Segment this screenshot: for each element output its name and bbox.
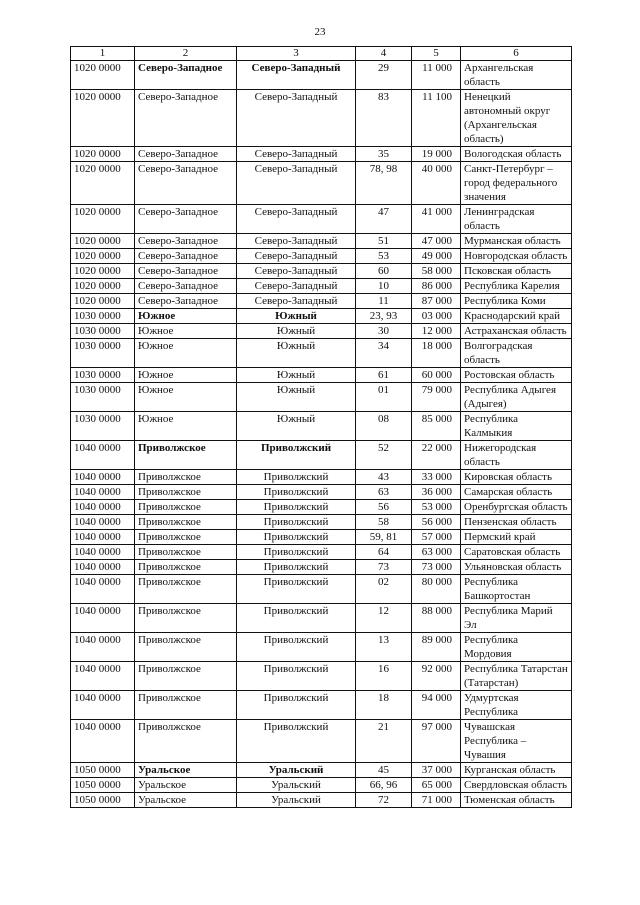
cell-okato-code: 86 000 [412, 279, 461, 294]
cell-region-number: 21 [356, 720, 412, 763]
cell-code: 1040 0000 [71, 545, 135, 560]
cell-region-name: Республика Татарстан (Татарстан) [461, 662, 572, 691]
cell-region-name: Республика Калмыкия [461, 412, 572, 441]
cell-code: 1020 0000 [71, 279, 135, 294]
cell-district-adjective: Северо-Западный [237, 264, 356, 279]
cell-region-number: 59, 81 [356, 530, 412, 545]
cell-okato-code: 40 000 [412, 162, 461, 205]
cell-region-number: 30 [356, 324, 412, 339]
cell-region-number: 18 [356, 691, 412, 720]
cell-code: 1020 0000 [71, 90, 135, 147]
cell-okato-code: 88 000 [412, 604, 461, 633]
table-row [71, 412, 572, 441]
cell-okato-code: 53 000 [412, 500, 461, 515]
cell-region-name: Кировская область [461, 470, 572, 485]
cell-code: 1050 0000 [71, 793, 135, 808]
column-header-4: 4 [356, 47, 412, 61]
cell-region-number: 56 [356, 500, 412, 515]
cell-okato-code: 94 000 [412, 691, 461, 720]
cell-district: Южное [135, 324, 237, 339]
cell-region-number: 63 [356, 485, 412, 500]
column-header-1: 1 [71, 47, 135, 61]
cell-district-adjective: Северо-Западный [237, 162, 356, 205]
cell-district-adjective: Приволжский [237, 575, 356, 604]
cell-region-name: Астраханская область [461, 324, 572, 339]
cell-code: 1020 0000 [71, 61, 135, 90]
cell-district-adjective: Южный [237, 324, 356, 339]
cell-region-name: Ненецкий автономный округ (Архангельская область) [461, 90, 572, 147]
cell-okato-code: 37 000 [412, 763, 461, 778]
cell-district: Приволжское [135, 575, 237, 604]
cell-region-number: 13 [356, 633, 412, 662]
cell-district-adjective: Приволжский [237, 604, 356, 633]
cell-code: 1050 0000 [71, 763, 135, 778]
cell-okato-code: 79 000 [412, 383, 461, 412]
cell-region-number: 64 [356, 545, 412, 560]
region-table-container [70, 46, 572, 808]
cell-region-name: Республика Коми [461, 294, 572, 309]
cell-district: Северо-Западное [135, 264, 237, 279]
cell-district: Приволжское [135, 470, 237, 485]
cell-district: Северо-Западное [135, 234, 237, 249]
region-table [70, 46, 572, 808]
cell-region-name: Мурманская область [461, 234, 572, 249]
cell-district: Северо-Западное [135, 294, 237, 309]
table-row [71, 368, 572, 383]
cell-region-number: 02 [356, 575, 412, 604]
table-row [71, 309, 572, 324]
table-row [71, 515, 572, 530]
cell-okato-code: 19 000 [412, 147, 461, 162]
table-row [71, 264, 572, 279]
cell-district: Приволжское [135, 545, 237, 560]
cell-okato-code: 65 000 [412, 778, 461, 793]
cell-district-adjective: Северо-Западный [237, 61, 356, 90]
cell-okato-code: 56 000 [412, 515, 461, 530]
cell-region-name: Республика Мордовия [461, 633, 572, 662]
cell-district: Северо-Западное [135, 90, 237, 147]
cell-region-number: 73 [356, 560, 412, 575]
cell-district-adjective: Южный [237, 368, 356, 383]
cell-region-name: Чувашская Республика – Чувашия [461, 720, 572, 763]
cell-region-name: Свердловская область [461, 778, 572, 793]
cell-okato-code: 36 000 [412, 485, 461, 500]
cell-okato-code: 73 000 [412, 560, 461, 575]
cell-region-number: 34 [356, 339, 412, 368]
cell-code: 1020 0000 [71, 147, 135, 162]
table-row [71, 720, 572, 763]
cell-okato-code: 63 000 [412, 545, 461, 560]
table-row [71, 793, 572, 808]
cell-district-adjective: Северо-Западный [237, 234, 356, 249]
cell-district-adjective: Приволжский [237, 530, 356, 545]
cell-okato-code: 41 000 [412, 205, 461, 234]
cell-district-adjective: Северо-Западный [237, 294, 356, 309]
cell-region-name: Псковская область [461, 264, 572, 279]
cell-district: Приволжское [135, 720, 237, 763]
cell-region-number: 16 [356, 662, 412, 691]
cell-code: 1040 0000 [71, 515, 135, 530]
cell-region-number: 23, 93 [356, 309, 412, 324]
cell-okato-code: 57 000 [412, 530, 461, 545]
cell-code: 1050 0000 [71, 778, 135, 793]
cell-district-adjective: Северо-Западный [237, 90, 356, 147]
cell-district: Приволжское [135, 500, 237, 515]
cell-region-name: Самарская область [461, 485, 572, 500]
table-row [71, 470, 572, 485]
cell-region-name: Республика Марий Эл [461, 604, 572, 633]
table-row [71, 205, 572, 234]
cell-okato-code: 47 000 [412, 234, 461, 249]
cell-region-number: 72 [356, 793, 412, 808]
table-row [71, 575, 572, 604]
cell-code: 1020 0000 [71, 264, 135, 279]
cell-code: 1020 0000 [71, 249, 135, 264]
cell-okato-code: 92 000 [412, 662, 461, 691]
cell-region-number: 11 [356, 294, 412, 309]
cell-code: 1040 0000 [71, 691, 135, 720]
cell-region-name: Оренбургская область [461, 500, 572, 515]
cell-district-adjective: Уральский [237, 778, 356, 793]
table-row [71, 763, 572, 778]
cell-region-name: Вологодская область [461, 147, 572, 162]
cell-code: 1020 0000 [71, 162, 135, 205]
cell-code: 1040 0000 [71, 530, 135, 545]
cell-okato-code: 33 000 [412, 470, 461, 485]
table-row [71, 633, 572, 662]
cell-region-name: Нижегородская область [461, 441, 572, 470]
cell-district-adjective: Южный [237, 383, 356, 412]
table-row [71, 441, 572, 470]
cell-district: Северо-Западное [135, 279, 237, 294]
table-row [71, 383, 572, 412]
cell-district-adjective: Приволжский [237, 545, 356, 560]
cell-okato-code: 80 000 [412, 575, 461, 604]
cell-district-adjective: Приволжский [237, 662, 356, 691]
cell-code: 1020 0000 [71, 234, 135, 249]
cell-okato-code: 12 000 [412, 324, 461, 339]
cell-region-name: Пензенская область [461, 515, 572, 530]
cell-code: 1030 0000 [71, 309, 135, 324]
table-row [71, 61, 572, 90]
cell-region-name: Архангельская область [461, 61, 572, 90]
cell-district: Приволжское [135, 560, 237, 575]
cell-district: Южное [135, 309, 237, 324]
cell-okato-code: 49 000 [412, 249, 461, 264]
cell-code: 1040 0000 [71, 485, 135, 500]
cell-code: 1040 0000 [71, 470, 135, 485]
cell-district-adjective: Приволжский [237, 633, 356, 662]
cell-okato-code: 18 000 [412, 339, 461, 368]
cell-region-number: 78, 98 [356, 162, 412, 205]
table-row [71, 324, 572, 339]
cell-code: 1020 0000 [71, 205, 135, 234]
cell-district: Южное [135, 368, 237, 383]
table-body [71, 61, 572, 808]
cell-region-number: 29 [356, 61, 412, 90]
page-number: 23 [314, 26, 326, 38]
cell-district: Северо-Западное [135, 162, 237, 205]
cell-region-number: 45 [356, 763, 412, 778]
table-row [71, 500, 572, 515]
table-row [71, 147, 572, 162]
cell-district: Приволжское [135, 485, 237, 500]
cell-code: 1030 0000 [71, 383, 135, 412]
cell-code: 1040 0000 [71, 500, 135, 515]
table-row [71, 530, 572, 545]
table-row [71, 249, 572, 264]
cell-region-name: Ленинградская область [461, 205, 572, 234]
cell-region-name: Республика Башкортостан [461, 575, 572, 604]
cell-district: Приволжское [135, 662, 237, 691]
cell-district-adjective: Южный [237, 412, 356, 441]
cell-region-name: Саратовская область [461, 545, 572, 560]
cell-region-number: 52 [356, 441, 412, 470]
cell-region-number: 35 [356, 147, 412, 162]
table-row [71, 604, 572, 633]
table-row [71, 162, 572, 205]
table-header-row [71, 47, 572, 61]
cell-district: Приволжское [135, 530, 237, 545]
cell-region-number: 61 [356, 368, 412, 383]
cell-code: 1040 0000 [71, 560, 135, 575]
cell-code: 1030 0000 [71, 339, 135, 368]
cell-district: Южное [135, 383, 237, 412]
cell-district-adjective: Приволжский [237, 720, 356, 763]
cell-district: Приволжское [135, 515, 237, 530]
cell-district: Уральское [135, 793, 237, 808]
cell-code: 1040 0000 [71, 662, 135, 691]
table-row [71, 545, 572, 560]
cell-region-number: 10 [356, 279, 412, 294]
cell-region-number: 12 [356, 604, 412, 633]
table-row [71, 90, 572, 147]
cell-okato-code: 85 000 [412, 412, 461, 441]
cell-region-number: 60 [356, 264, 412, 279]
cell-region-name: Ульяновская область [461, 560, 572, 575]
table-row [71, 279, 572, 294]
table-row [71, 294, 572, 309]
cell-okato-code: 58 000 [412, 264, 461, 279]
cell-district-adjective: Приволжский [237, 560, 356, 575]
column-header-3: 3 [237, 47, 356, 61]
cell-region-number: 43 [356, 470, 412, 485]
cell-district-adjective: Уральский [237, 793, 356, 808]
cell-okato-code: 11 100 [412, 90, 461, 147]
cell-code: 1040 0000 [71, 441, 135, 470]
cell-region-number: 53 [356, 249, 412, 264]
cell-district: Приволжское [135, 633, 237, 662]
cell-region-name: Республика Адыгея (Адыгея) [461, 383, 572, 412]
cell-region-name: Пермский край [461, 530, 572, 545]
cell-region-name: Волгоградская область [461, 339, 572, 368]
cell-code: 1030 0000 [71, 412, 135, 441]
cell-region-number: 01 [356, 383, 412, 412]
table-row [71, 778, 572, 793]
cell-district: Приволжское [135, 691, 237, 720]
cell-region-number: 66, 96 [356, 778, 412, 793]
cell-district: Южное [135, 339, 237, 368]
cell-district-adjective: Приволжский [237, 691, 356, 720]
cell-district-adjective: Уральский [237, 763, 356, 778]
cell-district-adjective: Южный [237, 339, 356, 368]
cell-code: 1020 0000 [71, 294, 135, 309]
cell-code: 1040 0000 [71, 720, 135, 763]
cell-region-name: Курганская область [461, 763, 572, 778]
cell-region-name: Республика Карелия [461, 279, 572, 294]
table-row [71, 691, 572, 720]
column-header-6: 6 [461, 47, 572, 61]
cell-code: 1040 0000 [71, 604, 135, 633]
cell-district-adjective: Приволжский [237, 470, 356, 485]
cell-district: Приволжское [135, 441, 237, 470]
cell-district: Северо-Западное [135, 205, 237, 234]
cell-region-name: Санкт-Петербург – город федерального значения [461, 162, 572, 205]
cell-district-adjective: Северо-Западный [237, 205, 356, 234]
cell-region-number: 83 [356, 90, 412, 147]
cell-region-name: Ростовская область [461, 368, 572, 383]
cell-district: Южное [135, 412, 237, 441]
cell-okato-code: 22 000 [412, 441, 461, 470]
cell-district-adjective: Северо-Западный [237, 147, 356, 162]
cell-district: Приволжское [135, 604, 237, 633]
column-header-2: 2 [135, 47, 237, 61]
cell-region-number: 51 [356, 234, 412, 249]
cell-okato-code: 97 000 [412, 720, 461, 763]
cell-district-adjective: Приволжский [237, 515, 356, 530]
cell-okato-code: 60 000 [412, 368, 461, 383]
cell-district: Северо-Западное [135, 249, 237, 264]
cell-district-adjective: Приволжский [237, 441, 356, 470]
table-row [71, 560, 572, 575]
cell-okato-code: 87 000 [412, 294, 461, 309]
column-header-5: 5 [412, 47, 461, 61]
cell-code: 1030 0000 [71, 324, 135, 339]
cell-district-adjective: Приволжский [237, 485, 356, 500]
cell-okato-code: 89 000 [412, 633, 461, 662]
cell-district-adjective: Северо-Западный [237, 279, 356, 294]
cell-district-adjective: Приволжский [237, 500, 356, 515]
cell-region-name: Краснодарский край [461, 309, 572, 324]
table-row [71, 485, 572, 500]
cell-district: Северо-Западное [135, 147, 237, 162]
cell-region-name: Тюменская область [461, 793, 572, 808]
cell-district: Северо-Западное [135, 61, 237, 90]
table-row [71, 234, 572, 249]
cell-district: Уральское [135, 763, 237, 778]
cell-district: Уральское [135, 778, 237, 793]
cell-region-name: Удмуртская Республика [461, 691, 572, 720]
cell-district-adjective: Южный [237, 309, 356, 324]
cell-code: 1040 0000 [71, 633, 135, 662]
cell-okato-code: 03 000 [412, 309, 461, 324]
cell-okato-code: 11 000 [412, 61, 461, 90]
cell-region-name: Новгородская область [461, 249, 572, 264]
cell-region-number: 08 [356, 412, 412, 441]
cell-code: 1040 0000 [71, 575, 135, 604]
cell-region-number: 58 [356, 515, 412, 530]
cell-code: 1030 0000 [71, 368, 135, 383]
table-row [71, 662, 572, 691]
cell-district-adjective: Северо-Западный [237, 249, 356, 264]
table-row [71, 339, 572, 368]
cell-region-number: 47 [356, 205, 412, 234]
cell-okato-code: 71 000 [412, 793, 461, 808]
